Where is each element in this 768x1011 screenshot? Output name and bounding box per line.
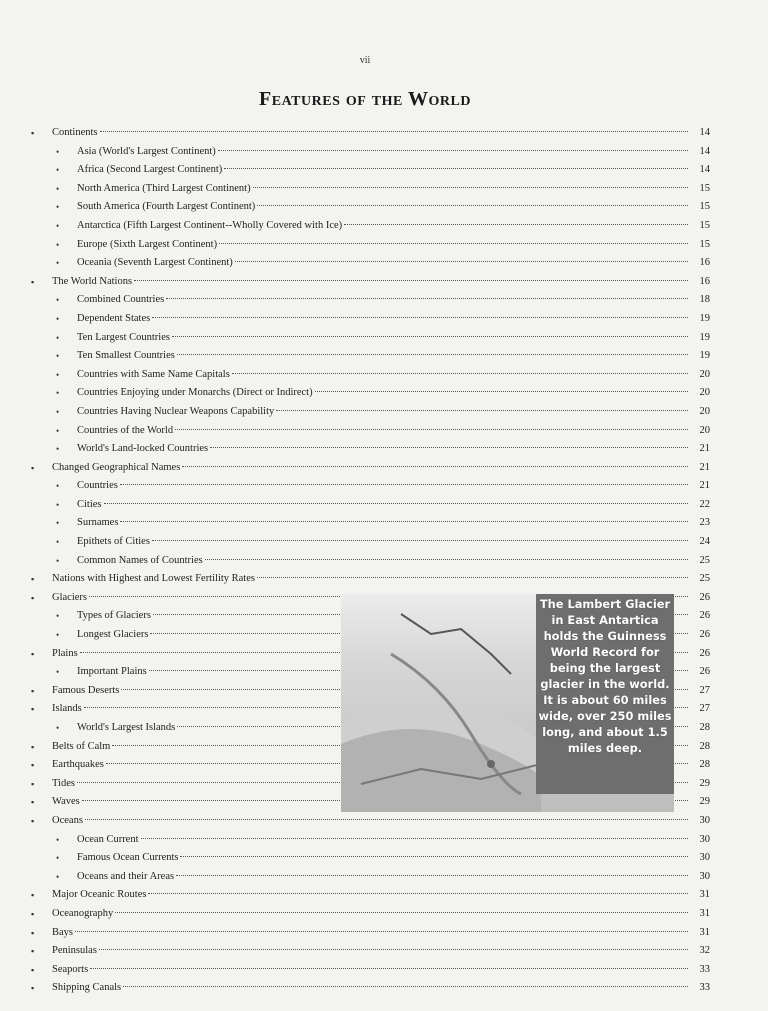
dot-leader xyxy=(166,298,688,299)
toc-page-number: 25 xyxy=(699,554,710,566)
toc-entry-label: Major Oceanic Routes xyxy=(52,889,147,901)
toc-entry-label: Countries Enjoying under Monarchs (Direct or Indirect) xyxy=(77,387,313,399)
dot-bullet-icon: • xyxy=(56,871,60,882)
toc-subsection-entry xyxy=(30,384,710,403)
dot-bullet-icon: • xyxy=(56,183,60,194)
dot-bullet-icon: • xyxy=(56,425,60,436)
toc-page-number: 21 xyxy=(699,461,710,473)
toc-subsection-entry xyxy=(30,347,710,366)
toc-page-number: 20 xyxy=(699,405,710,417)
square-bullet-icon: ▪ xyxy=(31,797,35,808)
toc-entry-label: South America (Fourth Largest Continent) xyxy=(77,201,256,213)
toc-page-number: 14 xyxy=(699,127,710,138)
toc-page-number: 30 xyxy=(699,870,710,882)
dot-bullet-icon: • xyxy=(56,165,60,176)
dot-leader xyxy=(219,243,688,244)
toc-entry-label: Glaciers xyxy=(52,591,87,603)
toc-entry-label: Combined Countries xyxy=(77,294,165,306)
square-bullet-icon: ▪ xyxy=(31,276,35,287)
toc-page-number: 28 xyxy=(699,759,710,771)
toc-page-number: 31 xyxy=(699,889,710,901)
dot-bullet-icon: • xyxy=(56,388,60,399)
dot-leader xyxy=(172,336,688,337)
dot-bullet-icon: • xyxy=(56,555,60,566)
square-bullet-icon: ▪ xyxy=(31,908,35,919)
toc-subsection-entry xyxy=(30,849,710,868)
toc-page-number: 26 xyxy=(699,610,710,622)
toc-section-entry xyxy=(30,961,710,980)
toc-page-number: 20 xyxy=(699,368,710,380)
dot-leader xyxy=(205,559,688,560)
toc-entry-label: The World Nations xyxy=(52,275,133,287)
toc-entry-label: Waves xyxy=(52,796,80,808)
dot-leader xyxy=(180,856,688,857)
square-bullet-icon: ▪ xyxy=(31,927,35,938)
dot-leader xyxy=(182,466,688,467)
toc-page-number: 16 xyxy=(699,257,710,269)
toc-entry-label: World's Largest Islands xyxy=(77,722,176,733)
toc-page-number: 26 xyxy=(699,591,710,603)
toc-page-number: 30 xyxy=(699,852,710,864)
toc-page-number: 21 xyxy=(699,480,710,492)
toc-page-number: 31 xyxy=(699,926,710,938)
toc-page-number: 33 xyxy=(699,982,710,994)
toc-page-number: 28 xyxy=(699,722,710,733)
dot-bullet-icon: • xyxy=(56,499,60,510)
dot-bullet-icon: • xyxy=(56,239,60,250)
dot-leader xyxy=(120,521,688,522)
toc-entry-label: Continents xyxy=(52,127,98,138)
dot-bullet-icon: • xyxy=(56,202,60,213)
toc-entry-label: Earthquakes xyxy=(52,759,104,771)
toc-entry-label: Famous Ocean Currents xyxy=(77,852,179,864)
dot-leader xyxy=(253,187,688,188)
toc-page-number: 20 xyxy=(699,424,710,436)
toc-page-number: 27 xyxy=(699,684,710,696)
toc-page-number: 19 xyxy=(699,312,710,324)
toc-page-number: 24 xyxy=(699,536,710,548)
toc-section-entry xyxy=(30,124,710,143)
dot-leader xyxy=(99,949,688,950)
toc-entry-label: Countries xyxy=(77,480,118,492)
table-of-contents xyxy=(30,124,710,998)
toc-entry-label: Seaports xyxy=(52,963,89,975)
dot-leader xyxy=(148,893,688,894)
toc-page-number: 14 xyxy=(699,164,710,176)
toc-entry-label: Oceans xyxy=(52,814,83,826)
dot-leader xyxy=(152,540,688,541)
toc-page-number: 16 xyxy=(699,275,710,287)
toc-page-number: 18 xyxy=(699,294,710,306)
figure-caption: The Lambert Glacier in East Antartica holds the Guinness World Record for being the largest glacier in the world. It is about 60 miles wide, over 250 miles long, and about 1.5 miles deep. xyxy=(538,597,672,755)
toc-subsection-entry xyxy=(30,440,710,459)
toc-subsection-entry xyxy=(30,180,710,199)
toc-entry-label: Longest Glaciers xyxy=(77,629,149,641)
toc-page-number: 14 xyxy=(699,145,710,157)
toc-entry-label: North America (Third Largest Continent) xyxy=(77,182,251,194)
dot-leader xyxy=(218,150,688,151)
toc-page-number: 27 xyxy=(699,703,710,715)
toc-entry-label: Famous Deserts xyxy=(52,684,120,696)
dot-bullet-icon: • xyxy=(56,332,60,343)
dot-leader xyxy=(210,447,688,448)
toc-subsection-entry xyxy=(30,403,710,422)
toc-page-number: 26 xyxy=(699,647,710,659)
toc-section-entry xyxy=(30,979,710,998)
toc-subsection-entry xyxy=(30,217,710,236)
toc-entry-label: Common Names of Countries xyxy=(77,554,203,566)
toc-page-number: 19 xyxy=(699,350,710,362)
square-bullet-icon: ▪ xyxy=(31,778,35,789)
dot-leader xyxy=(75,931,688,932)
square-bullet-icon: ▪ xyxy=(31,592,35,603)
toc-entry-label: Nations with Highest and Lowest Fertility Rates xyxy=(52,573,255,585)
toc-section-entry xyxy=(30,459,710,478)
toc-entry-label: Africa (Second Largest Continent) xyxy=(77,164,223,176)
toc-page-number: 26 xyxy=(699,666,710,678)
toc-page-number: 29 xyxy=(699,777,710,789)
dot-leader xyxy=(123,986,688,987)
toc-subsection-entry xyxy=(30,533,710,552)
toc-subsection-entry xyxy=(30,366,710,385)
toc-page-number: 15 xyxy=(699,182,710,194)
toc-subsection-entry xyxy=(30,496,710,515)
dot-bullet-icon: • xyxy=(56,611,60,622)
toc-page-number: 23 xyxy=(699,517,710,529)
toc-entry-label: Ten Largest Countries xyxy=(77,331,170,343)
square-bullet-icon: ▪ xyxy=(31,964,35,975)
toc-entry-label: Changed Geographical Names xyxy=(52,461,181,473)
toc-section-entry xyxy=(30,924,710,943)
toc-entry-label: Asia (World's Largest Continent) xyxy=(77,145,216,157)
toc-entry-label: Islands xyxy=(52,703,82,715)
dot-bullet-icon: • xyxy=(56,351,60,362)
dot-leader xyxy=(177,354,688,355)
square-bullet-icon: ▪ xyxy=(31,890,35,901)
toc-page-number: 15 xyxy=(699,238,710,250)
toc-entry-label: Plains xyxy=(52,647,78,659)
toc-page-number: 21 xyxy=(699,443,710,455)
dot-bullet-icon: • xyxy=(56,295,60,306)
page-number: vii xyxy=(359,55,371,66)
square-bullet-icon: ▪ xyxy=(31,648,35,659)
dot-leader xyxy=(176,875,688,876)
toc-page-number: 32 xyxy=(699,945,710,957)
dot-leader xyxy=(141,838,688,839)
toc-subsection-entry xyxy=(30,831,710,850)
toc-page-number: 15 xyxy=(699,201,710,213)
toc-entry-label: Ocean Current xyxy=(77,833,139,845)
toc-entry-label: Cities xyxy=(77,498,102,510)
toc-subsection-entry xyxy=(30,477,710,496)
dot-bullet-icon: • xyxy=(56,146,60,157)
dot-leader xyxy=(104,503,688,504)
square-bullet-icon: ▪ xyxy=(31,760,35,771)
toc-entry-label: Antarctica (Fifth Largest Continent--Wholly Covered with Ice) xyxy=(77,219,343,231)
glacier-photo xyxy=(341,594,674,812)
dot-bullet-icon: • xyxy=(56,406,60,417)
toc-section-entry xyxy=(30,273,710,292)
toc-subsection-entry xyxy=(30,143,710,162)
toc-subsection-entry xyxy=(30,198,710,217)
toc-subsection-entry xyxy=(30,552,710,571)
dot-bullet-icon: • xyxy=(56,481,60,492)
toc-entry-label: Belts of Calm xyxy=(52,740,111,752)
dot-bullet-icon: • xyxy=(56,834,60,845)
dot-bullet-icon: • xyxy=(56,313,60,324)
dot-bullet-icon: • xyxy=(56,630,60,641)
toc-entry-label: Dependent States xyxy=(77,312,151,324)
toc-entry-label: Oceanography xyxy=(52,907,114,919)
dot-leader xyxy=(276,410,688,411)
toc-entry-label: Shipping Canals xyxy=(52,982,122,994)
dot-bullet-icon: • xyxy=(56,537,60,548)
square-bullet-icon: ▪ xyxy=(31,128,35,138)
dot-leader xyxy=(257,205,688,206)
toc-page-number: 25 xyxy=(699,573,710,585)
dot-leader xyxy=(175,429,688,430)
dot-bullet-icon: • xyxy=(56,369,60,380)
toc-page-number: 30 xyxy=(699,814,710,826)
toc-subsection-entry xyxy=(30,422,710,441)
dot-leader xyxy=(90,968,688,969)
dot-leader xyxy=(235,261,688,262)
dot-leader xyxy=(115,912,688,913)
toc-entry-label: Peninsulas xyxy=(52,945,97,957)
toc-subsection-entry xyxy=(30,868,710,887)
dot-leader xyxy=(257,577,688,578)
toc-page-number: 22 xyxy=(699,498,710,510)
dot-leader xyxy=(224,168,688,169)
square-bullet-icon: ▪ xyxy=(31,574,35,585)
square-bullet-icon: ▪ xyxy=(31,741,35,752)
dot-leader xyxy=(85,819,688,820)
square-bullet-icon: ▪ xyxy=(31,462,35,473)
dot-leader xyxy=(100,131,688,132)
toc-subsection-entry xyxy=(30,329,710,348)
toc-entry-label: Types of Glaciers xyxy=(77,610,151,622)
toc-entry-label: Countries Having Nuclear Weapons Capability xyxy=(77,405,275,417)
dot-leader xyxy=(152,317,688,318)
toc-entry-label: Countries of the World xyxy=(77,424,174,436)
dot-bullet-icon: • xyxy=(56,220,60,231)
toc-section-entry xyxy=(30,886,710,905)
toc-subsection-entry xyxy=(30,514,710,533)
dot-bullet-icon: • xyxy=(56,667,60,678)
toc-entry-label: Important Plains xyxy=(77,666,147,678)
toc-subsection-entry xyxy=(30,161,710,180)
toc-subsection-entry xyxy=(30,254,710,273)
square-bullet-icon: ▪ xyxy=(31,685,35,696)
square-bullet-icon: ▪ xyxy=(31,946,35,957)
toc-entry-label: Ten Smallest Countries xyxy=(77,350,175,362)
toc-entry-label: Countries with Same Name Capitals xyxy=(77,368,230,380)
toc-page-number: 20 xyxy=(699,387,710,399)
toc-page-number: 31 xyxy=(699,907,710,919)
toc-entry-label: Oceans and their Areas xyxy=(77,870,175,882)
toc-entry-label: Europe (Sixth Largest Continent) xyxy=(77,238,218,250)
toc-subsection-entry xyxy=(30,310,710,329)
dot-bullet-icon: • xyxy=(56,258,60,269)
dot-bullet-icon: • xyxy=(56,518,60,529)
dot-bullet-icon: • xyxy=(56,853,60,864)
toc-page-number: 26 xyxy=(699,629,710,641)
dot-leader xyxy=(315,391,688,392)
toc-section-entry xyxy=(30,942,710,961)
square-bullet-icon: ▪ xyxy=(31,815,35,826)
toc-subsection-entry xyxy=(30,236,710,255)
square-bullet-icon: ▪ xyxy=(31,704,35,715)
toc-entry-label: Surnames xyxy=(77,517,119,529)
toc-entry-label: Tides xyxy=(52,777,75,789)
dot-leader xyxy=(134,280,688,281)
toc-page-number: 29 xyxy=(699,796,710,808)
toc-section-entry xyxy=(30,905,710,924)
toc-page-number: 15 xyxy=(699,219,710,231)
toc-page-number: 28 xyxy=(699,740,710,752)
dot-bullet-icon: • xyxy=(56,444,60,455)
toc-section-entry xyxy=(30,570,710,589)
toc-entry-label: Bays xyxy=(52,926,73,938)
toc-entry-label: Epithets of Cities xyxy=(77,536,150,548)
dot-leader xyxy=(120,484,688,485)
dot-leader xyxy=(344,224,688,225)
square-bullet-icon: ▪ xyxy=(31,983,35,994)
toc-subsection-entry xyxy=(30,291,710,310)
dot-leader xyxy=(232,373,688,374)
toc-entry-label: Oceania (Seventh Largest Continent) xyxy=(77,257,233,269)
toc-section-entry xyxy=(30,812,710,831)
toc-page-number: 19 xyxy=(699,331,710,343)
toc-entry-label: World's Land-locked Countries xyxy=(77,443,209,455)
toc-page-number: 30 xyxy=(699,833,710,845)
dot-bullet-icon: • xyxy=(56,723,60,733)
toc-page-number: 33 xyxy=(699,963,710,975)
page-title: Features of the World xyxy=(259,88,471,110)
